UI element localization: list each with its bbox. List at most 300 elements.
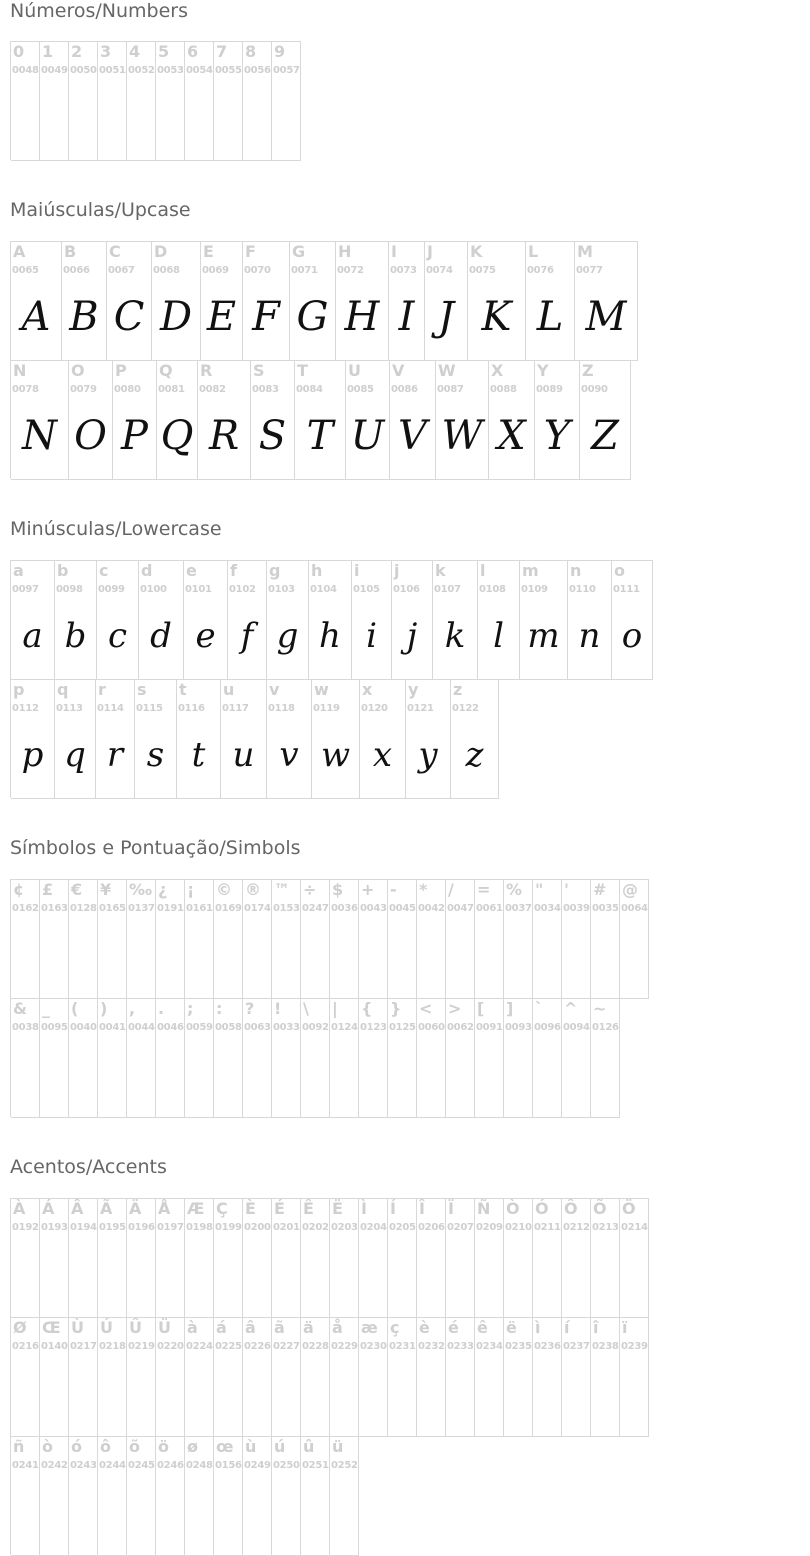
glyph-character-label: . bbox=[158, 999, 165, 1018]
glyph-cell bbox=[301, 1198, 330, 1318]
glyph-code-label: 0054 bbox=[186, 65, 213, 76]
glyph-sample bbox=[69, 1356, 97, 1430]
glyph-character-label: Ç bbox=[216, 1199, 228, 1218]
glyph-character-label: À bbox=[13, 1199, 26, 1218]
glyph-code-label: 0214 bbox=[621, 1222, 648, 1233]
glyph-cell bbox=[96, 679, 135, 799]
glyph-sample bbox=[417, 918, 445, 992]
section-title-numbers: Números/Numbers bbox=[10, 0, 188, 22]
glyph-code-label: 0218 bbox=[99, 1341, 126, 1352]
glyph-cell bbox=[243, 1317, 272, 1437]
glyph-cell bbox=[127, 1317, 156, 1437]
glyph-character-label: £ bbox=[42, 880, 54, 899]
glyph-character-label: d bbox=[141, 561, 153, 580]
glyph-character-label: ä bbox=[303, 1318, 314, 1337]
glyph-cell bbox=[98, 1198, 127, 1318]
glyph-sample: D bbox=[159, 294, 193, 340]
glyph-cell bbox=[40, 998, 69, 1118]
glyph-sample: P bbox=[121, 413, 148, 459]
glyph-cell bbox=[214, 1198, 243, 1318]
glyph-code-label: 0226 bbox=[244, 1341, 271, 1352]
glyph-character-label: > bbox=[448, 999, 462, 1018]
glyph-cell bbox=[156, 879, 185, 999]
glyph-cell bbox=[489, 360, 535, 480]
glyph-character-label: 3 bbox=[100, 42, 112, 61]
glyph-sample: S bbox=[258, 413, 287, 459]
glyph-code-label: 0087 bbox=[437, 384, 464, 395]
glyph-cell bbox=[451, 679, 499, 799]
glyph-code-label: 0062 bbox=[447, 1022, 474, 1033]
glyph-character-label: æ bbox=[361, 1318, 378, 1337]
glyph-code-label: 0140 bbox=[41, 1341, 68, 1352]
glyph-character-label: r bbox=[98, 680, 106, 699]
glyph-sample bbox=[156, 1356, 184, 1430]
glyph-character-label: , bbox=[129, 999, 136, 1018]
glyph-cell bbox=[390, 360, 436, 480]
glyph-code-label: 0210 bbox=[505, 1222, 532, 1233]
glyph-cell bbox=[290, 241, 336, 361]
glyph-character-label: ' bbox=[564, 880, 569, 899]
glyph-sample bbox=[185, 1356, 213, 1430]
glyph-cell bbox=[11, 679, 55, 799]
glyph-code-label: 0202 bbox=[302, 1222, 329, 1233]
glyph-code-label: 0227 bbox=[273, 1341, 300, 1352]
glyph-code-label: 0163 bbox=[41, 903, 68, 914]
glyph-code-label: 0039 bbox=[563, 903, 590, 914]
glyph-cell bbox=[11, 360, 69, 480]
glyph-code-label: 0230 bbox=[360, 1341, 387, 1352]
glyph-cell bbox=[468, 241, 526, 361]
glyph-cell bbox=[243, 41, 272, 161]
glyph-sample bbox=[185, 1237, 213, 1311]
glyph-character-label: e bbox=[186, 561, 197, 580]
section-title-symbols: Símbolos e Pontuação/Simbols bbox=[10, 837, 301, 859]
glyph-sample bbox=[156, 1237, 184, 1311]
glyph-code-label: 0075 bbox=[469, 265, 496, 276]
glyph-code-label: 0236 bbox=[534, 1341, 561, 1352]
glyph-code-label: 0224 bbox=[186, 1341, 213, 1352]
glyph-code-label: 0117 bbox=[222, 703, 249, 714]
glyph-code-label: 0051 bbox=[99, 65, 126, 76]
glyph-character-label: 7 bbox=[216, 42, 228, 61]
glyph-sample bbox=[156, 80, 184, 154]
glyph-code-label: 0049 bbox=[41, 65, 68, 76]
glyph-sample bbox=[11, 1475, 39, 1549]
glyph-character-label: Ö bbox=[622, 1199, 636, 1218]
glyph-character-label: ¿ bbox=[158, 880, 168, 899]
glyph-cell bbox=[267, 679, 312, 799]
glyph-code-label: 0084 bbox=[296, 384, 323, 395]
glyph-code-label: 0060 bbox=[418, 1022, 445, 1033]
section-title-accents: Acentos/Accents bbox=[10, 1156, 167, 1178]
glyph-cell bbox=[359, 1198, 388, 1318]
glyph-character-label: o bbox=[614, 561, 625, 580]
glyph-cell bbox=[620, 879, 649, 999]
glyph-cell bbox=[475, 1317, 504, 1437]
glyph-code-label: 0193 bbox=[41, 1222, 68, 1233]
glyph-cell bbox=[591, 1198, 620, 1318]
glyph-code-label: 0249 bbox=[244, 1460, 271, 1471]
glyph-character-label: b bbox=[57, 561, 69, 580]
glyph-character-label: l bbox=[480, 561, 486, 580]
glyph-sample bbox=[98, 1237, 126, 1311]
glyph-sample: l bbox=[493, 616, 504, 656]
glyph-sample bbox=[214, 1037, 242, 1111]
glyph-sample bbox=[388, 1037, 416, 1111]
glyph-code-label: 0071 bbox=[291, 265, 318, 276]
glyph-code-label: 0068 bbox=[153, 265, 180, 276]
glyph-character-label: € bbox=[71, 880, 83, 899]
glyph-cell bbox=[98, 879, 127, 999]
glyph-cell bbox=[185, 998, 214, 1118]
glyph-character-label: Ñ bbox=[477, 1199, 491, 1218]
glyph-code-label: 0101 bbox=[185, 584, 212, 595]
glyph-character-label: ï bbox=[622, 1318, 628, 1337]
glyph-code-label: 0201 bbox=[273, 1222, 300, 1233]
glyph-cell bbox=[156, 1436, 185, 1556]
glyph-character-label: á bbox=[216, 1318, 227, 1337]
glyph-code-label: 0198 bbox=[186, 1222, 213, 1233]
glyph-sample: n bbox=[578, 616, 601, 656]
glyph-cell bbox=[55, 679, 96, 799]
glyph-character-label: œ bbox=[216, 1437, 234, 1456]
glyph-code-label: 0090 bbox=[581, 384, 608, 395]
glyph-character-label: * bbox=[419, 880, 428, 899]
glyph-cell bbox=[243, 1198, 272, 1318]
glyph-character-label: M bbox=[577, 242, 593, 261]
glyph-code-label: 0248 bbox=[186, 1460, 213, 1471]
glyph-code-label: 0037 bbox=[505, 903, 532, 914]
glyph-sample bbox=[475, 1237, 503, 1311]
glyph-cell bbox=[446, 879, 475, 999]
glyph-cell bbox=[520, 560, 568, 680]
glyph-cell bbox=[392, 560, 433, 680]
glyph-character-label: J bbox=[427, 242, 433, 261]
glyph-sample bbox=[475, 1356, 503, 1430]
glyph-sample bbox=[243, 1037, 271, 1111]
glyph-cell bbox=[612, 560, 653, 680]
glyph-character-label: ê bbox=[477, 1318, 488, 1337]
glyph-character-label: i bbox=[354, 561, 360, 580]
glyph-sample bbox=[330, 1356, 358, 1430]
glyph-cell bbox=[533, 998, 562, 1118]
glyph-character-label: Ú bbox=[100, 1318, 113, 1337]
glyph-cell bbox=[406, 679, 451, 799]
glyph-code-label: 0243 bbox=[70, 1460, 97, 1471]
glyph-code-label: 0225 bbox=[215, 1341, 242, 1352]
glyph-sample: v bbox=[279, 735, 299, 775]
glyph-cell bbox=[11, 41, 40, 161]
glyph-sample bbox=[156, 1037, 184, 1111]
glyph-sample bbox=[11, 1237, 39, 1311]
glyph-code-label: 0041 bbox=[99, 1022, 126, 1033]
glyph-cell bbox=[533, 1198, 562, 1318]
glyph-sample bbox=[272, 1037, 300, 1111]
glyph-code-label: 0250 bbox=[273, 1460, 300, 1471]
glyph-character-label: Q bbox=[159, 361, 173, 380]
glyph-cell bbox=[620, 1198, 649, 1318]
glyph-character-label: Û bbox=[129, 1318, 142, 1337]
glyph-code-label: 0035 bbox=[592, 903, 619, 914]
glyph-character-label: ñ bbox=[13, 1437, 25, 1456]
glyph-sample bbox=[504, 918, 532, 992]
glyph-character-label: 4 bbox=[129, 42, 141, 61]
glyph-character-label: = bbox=[477, 880, 491, 899]
glyph-character-label: ^ bbox=[564, 999, 578, 1018]
glyph-cell bbox=[243, 998, 272, 1118]
glyph-code-label: 0083 bbox=[252, 384, 279, 395]
glyph-character-label: h bbox=[311, 561, 323, 580]
glyph-character-label: ( bbox=[71, 999, 79, 1018]
glyph-cell bbox=[580, 360, 631, 480]
glyph-cell bbox=[251, 360, 295, 480]
glyph-code-label: 0045 bbox=[389, 903, 416, 914]
glyph-character-label: [ bbox=[477, 999, 485, 1018]
glyph-sample bbox=[417, 1237, 445, 1311]
glyph-cell bbox=[301, 879, 330, 999]
glyph-character-label: k bbox=[435, 561, 446, 580]
glyph-character-label: U bbox=[348, 361, 361, 380]
glyph-sample bbox=[388, 918, 416, 992]
glyph-row bbox=[10, 360, 631, 479]
glyph-sample bbox=[533, 1356, 561, 1430]
glyph-code-label: 0044 bbox=[128, 1022, 155, 1033]
glyph-cell bbox=[388, 879, 417, 999]
glyph-character-label: \ bbox=[303, 999, 309, 1018]
glyph-cell bbox=[214, 998, 243, 1118]
glyph-code-label: 0033 bbox=[273, 1022, 300, 1033]
glyph-code-label: 0238 bbox=[592, 1341, 619, 1352]
glyph-cell bbox=[135, 679, 177, 799]
glyph-cell bbox=[446, 998, 475, 1118]
glyph-sample bbox=[591, 918, 619, 992]
glyph-sample bbox=[11, 918, 39, 992]
glyph-sample bbox=[301, 1356, 329, 1430]
glyph-character-label: è bbox=[419, 1318, 430, 1337]
glyph-code-label: 0038 bbox=[12, 1022, 39, 1033]
glyph-cell bbox=[243, 1436, 272, 1556]
glyph-cell bbox=[55, 560, 97, 680]
glyph-row bbox=[10, 1198, 649, 1317]
glyph-character-label: ü bbox=[332, 1437, 344, 1456]
glyph-code-label: 0161 bbox=[186, 903, 213, 914]
glyph-code-label: 0162 bbox=[12, 903, 39, 914]
section-title-upcase: Maiúsculas/Upcase bbox=[10, 199, 191, 221]
glyph-sample bbox=[301, 1475, 329, 1549]
glyph-character-label: à bbox=[187, 1318, 198, 1337]
glyph-sample: V bbox=[398, 413, 427, 459]
glyph-character-label: 9 bbox=[274, 42, 286, 61]
glyph-cell bbox=[389, 241, 425, 361]
glyph-sample bbox=[40, 918, 68, 992]
glyph-character-label: 0 bbox=[13, 42, 25, 61]
glyph-character-label: ÷ bbox=[303, 880, 317, 899]
glyph-cell bbox=[359, 998, 388, 1118]
glyph-sample: G bbox=[296, 294, 329, 340]
glyph-code-label: 0100 bbox=[140, 584, 167, 595]
glyph-character-label: O bbox=[71, 361, 85, 380]
glyph-code-label: 0109 bbox=[521, 584, 548, 595]
glyph-row bbox=[10, 41, 301, 160]
glyph-cell bbox=[243, 241, 290, 361]
glyph-character-label: p bbox=[13, 680, 25, 699]
glyph-code-label: 0070 bbox=[244, 265, 271, 276]
glyph-character-label: / bbox=[448, 880, 454, 899]
glyph-character-label: ! bbox=[274, 999, 282, 1018]
glyph-cell bbox=[272, 41, 301, 161]
glyph-character-label: Ë bbox=[332, 1199, 343, 1218]
glyph-character-label: | bbox=[332, 999, 338, 1018]
glyph-sample bbox=[330, 1237, 358, 1311]
glyph-sample: r bbox=[106, 735, 124, 775]
glyph-character-label: x bbox=[362, 680, 373, 699]
glyph-cell bbox=[562, 1317, 591, 1437]
glyph-sample bbox=[417, 1037, 445, 1111]
glyph-code-label: 0212 bbox=[563, 1222, 590, 1233]
glyph-cell bbox=[562, 1198, 591, 1318]
glyph-character-label: E bbox=[203, 242, 214, 261]
glyph-sample bbox=[98, 1037, 126, 1111]
glyph-code-label: 0125 bbox=[389, 1022, 416, 1033]
glyph-character-label: í bbox=[564, 1318, 570, 1337]
glyph-row bbox=[10, 998, 620, 1117]
glyph-code-label: 0089 bbox=[536, 384, 563, 395]
glyph-sample bbox=[243, 80, 271, 154]
glyph-sample bbox=[185, 1475, 213, 1549]
glyph-character-label: ® bbox=[245, 880, 261, 899]
glyph-code-label: 0085 bbox=[347, 384, 374, 395]
glyph-code-label: 0066 bbox=[63, 265, 90, 276]
glyph-character-label: Á bbox=[42, 1199, 55, 1218]
glyph-cell bbox=[157, 360, 198, 480]
glyph-code-label: 0165 bbox=[99, 903, 126, 914]
glyph-character-label: ó bbox=[71, 1437, 82, 1456]
glyph-code-label: 0073 bbox=[390, 265, 417, 276]
glyph-character-label: ú bbox=[274, 1437, 286, 1456]
glyph-sample bbox=[446, 1037, 474, 1111]
glyph-character-label: Â bbox=[71, 1199, 84, 1218]
glyph-cell bbox=[201, 241, 243, 361]
glyph-cell bbox=[388, 1198, 417, 1318]
glyph-sample: I bbox=[398, 294, 415, 340]
glyph-code-label: 0059 bbox=[186, 1022, 213, 1033]
glyph-character-label: : bbox=[216, 999, 223, 1018]
glyph-code-label: 0095 bbox=[41, 1022, 68, 1033]
glyph-cell bbox=[156, 1317, 185, 1437]
glyph-character-label: ~ bbox=[593, 999, 607, 1018]
glyph-code-label: 0216 bbox=[12, 1341, 39, 1352]
glyph-character-label: ò bbox=[42, 1437, 53, 1456]
glyph-character-label: q bbox=[57, 680, 69, 699]
glyph-sample bbox=[591, 1237, 619, 1311]
glyph-cell bbox=[214, 41, 243, 161]
glyph-cell bbox=[127, 1436, 156, 1556]
glyph-cell bbox=[184, 560, 228, 680]
glyph-cell bbox=[591, 998, 620, 1118]
glyph-cell bbox=[11, 879, 40, 999]
glyph-character-label: ë bbox=[506, 1318, 517, 1337]
glyph-code-label: 0116 bbox=[178, 703, 205, 714]
glyph-character-label: W bbox=[438, 361, 456, 380]
glyph-cell bbox=[243, 879, 272, 999]
glyph-code-label: 0205 bbox=[389, 1222, 416, 1233]
glyph-character-label: } bbox=[390, 999, 402, 1018]
glyph-sample bbox=[330, 918, 358, 992]
glyph-code-label: 0078 bbox=[12, 384, 39, 395]
glyph-cell bbox=[69, 998, 98, 1118]
glyph-character-label: I bbox=[391, 242, 397, 261]
glyph-character-label: H bbox=[338, 242, 352, 261]
glyph-sample bbox=[69, 1237, 97, 1311]
glyph-code-label: 0088 bbox=[490, 384, 517, 395]
glyph-character-label: y bbox=[408, 680, 419, 699]
glyph-sample bbox=[301, 1237, 329, 1311]
glyph-character-label: < bbox=[419, 999, 433, 1018]
glyph-sample: q bbox=[64, 735, 86, 775]
glyph-character-label: % bbox=[506, 880, 523, 899]
glyph-character-label: å bbox=[332, 1318, 343, 1337]
glyph-code-label: 0050 bbox=[70, 65, 97, 76]
glyph-character-label: ã bbox=[274, 1318, 285, 1337]
glyph-character-label: & bbox=[13, 999, 27, 1018]
glyph-sample bbox=[533, 1237, 561, 1311]
glyph-cell bbox=[11, 1198, 40, 1318]
glyph-cell bbox=[127, 1198, 156, 1318]
glyph-code-label: 0069 bbox=[202, 265, 229, 276]
glyph-code-label: 0213 bbox=[592, 1222, 619, 1233]
glyph-row bbox=[10, 879, 649, 998]
glyph-sample: a bbox=[22, 616, 43, 656]
glyph-sample bbox=[127, 1037, 155, 1111]
glyph-code-label: 0241 bbox=[12, 1460, 39, 1471]
glyph-cell bbox=[11, 241, 62, 361]
glyph-cell bbox=[156, 1198, 185, 1318]
glyph-character-label: Y bbox=[537, 361, 549, 380]
glyph-cell bbox=[40, 1436, 69, 1556]
glyph-character-label: Ì bbox=[361, 1199, 367, 1218]
glyph-code-label: 0094 bbox=[563, 1022, 590, 1033]
glyph-code-label: 0092 bbox=[302, 1022, 329, 1033]
glyph-sample: y bbox=[418, 735, 438, 775]
glyph-sample bbox=[214, 80, 242, 154]
glyph-cell bbox=[425, 241, 468, 361]
glyph-sample bbox=[533, 918, 561, 992]
glyph-sample bbox=[359, 1356, 387, 1430]
glyph-sample bbox=[11, 1037, 39, 1111]
glyph-code-label: 0107 bbox=[434, 584, 461, 595]
glyph-sample bbox=[98, 918, 126, 992]
glyph-character-label: ? bbox=[245, 999, 255, 1018]
glyph-sample bbox=[40, 1237, 68, 1311]
glyph-sample bbox=[330, 1475, 358, 1549]
glyph-character-label: ` bbox=[535, 999, 543, 1018]
glyph-code-label: 0047 bbox=[447, 903, 474, 914]
glyph-cell bbox=[272, 1317, 301, 1437]
glyph-sample bbox=[11, 80, 39, 154]
glyph-character-label: v bbox=[269, 680, 280, 699]
glyph-sample bbox=[214, 918, 242, 992]
glyph-sample bbox=[272, 1475, 300, 1549]
glyph-cell bbox=[40, 1198, 69, 1318]
glyph-sample bbox=[185, 1037, 213, 1111]
glyph-sample bbox=[591, 1037, 619, 1111]
glyph-sample bbox=[214, 1237, 242, 1311]
glyph-cell bbox=[301, 1436, 330, 1556]
glyph-character-label: s bbox=[137, 680, 147, 699]
glyph-code-label: 0191 bbox=[157, 903, 184, 914]
glyph-code-label: 0244 bbox=[99, 1460, 126, 1471]
glyph-cell bbox=[272, 1436, 301, 1556]
